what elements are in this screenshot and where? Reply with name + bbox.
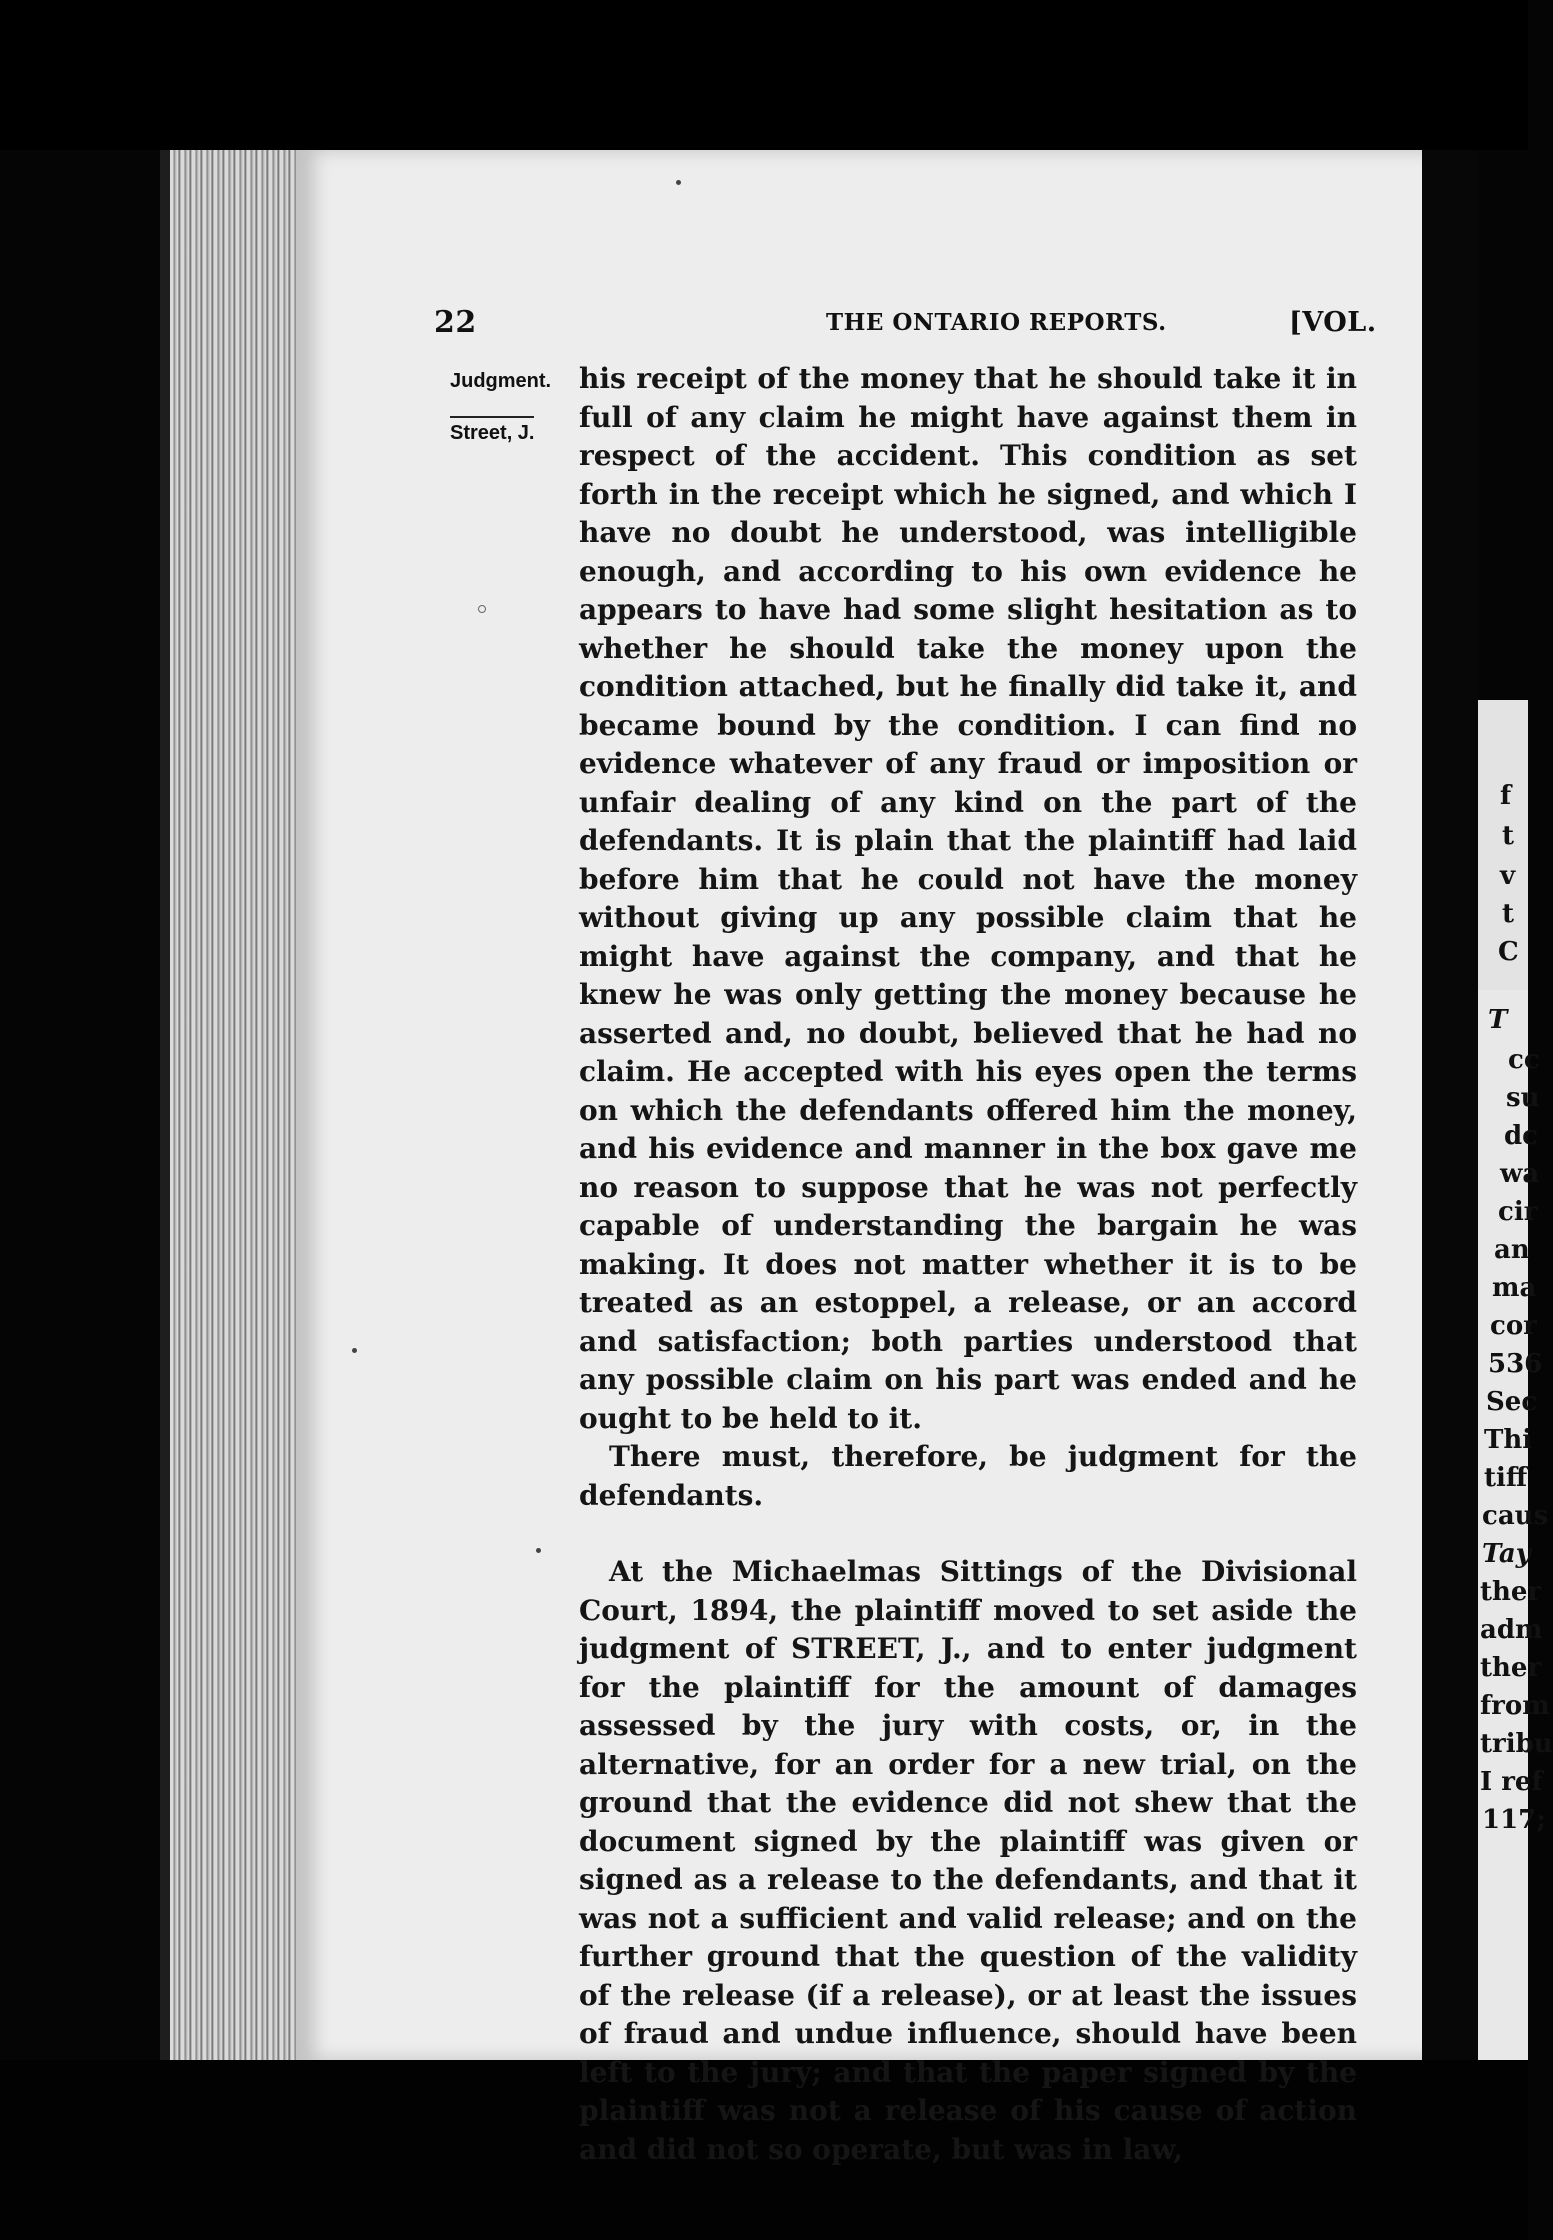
paragraph-conclusion: There must, therefore, be judgment for the defendants. [579,1440,1357,1512]
volume-label: [VOL. [1289,307,1377,338]
adjacent-page-upper-strip [1478,700,1528,990]
page-number: 22 [434,305,477,340]
scan-speck [536,1548,541,1553]
paragraph-continued: his receipt of the money that he should take it in full of any claim he might have against them in respect of the accident. This condition as set forth in the receipt which he signed, and which I have no doubt he understood, was intelligible enough, and according to his own evidence he appears to have had some slight hesitation as to whether he should take the money upon the condition attached, but he finally did take it, and became bound by the condition. I can find no evidence whatever of any fraud or imposition or unfair dealing of any kind on the part of the defendants. It is plain that the plaintiff had laid before him that he could not have the money without giving up any possible claim that he might have against the company, and that he knew he was only getting the money because he asserted and, no doubt, believed that he had no claim. He accepted with his eyes open the terms on which the defendants offered him the money, and his evidence and manner in the box gave me no reason to suppose that he was not perfectly capable of understanding the bargain he was making. It does not matter whether it is to be treated as an estoppel, a release, or an accord and satisfaction; both parties understood that any possible claim on his part was ended and he ought to be held to it. [579,362,1357,1435]
adjacent-fragment: ther [1480,1577,1542,1607]
adjacent-fragment: ma [1492,1273,1537,1303]
adjacent-fragment: v [1500,861,1516,891]
adjacent-fragment: dc [1504,1121,1539,1151]
adjacent-fragment: cir [1498,1197,1538,1227]
adjacent-fragment: Tay [1482,1539,1531,1569]
body-text [579,360,1357,2169]
book-gutter [1422,150,1478,2060]
adjacent-fragment: cc [1508,1045,1540,1075]
adjacent-fragment: Sec [1486,1387,1538,1417]
adjacent-fragment: cor [1490,1311,1537,1341]
adjacent-fragment: t [1502,821,1515,851]
adjacent-fragment: ther [1480,1653,1542,1683]
adjacent-fragment: su [1506,1083,1540,1113]
paragraph-michaelmas: At the Michaelmas Sittings of the Divisional Court, 1894, the plaintiff moved to set aside the judgment of STREET, J., and to enter judgment for the plaintiff for the amount of damages assessed by the jury with costs, or, in the alternative, for an order for a new trial, on the ground that the evidence did not shew that the document signed by the plaintiff was given or signed as a release to the defendants, and that it was not a sufficient and valid release; and on the further ground that the question of the validity of the release (if a release), or at least the issues of fraud and undue influence, should have been left to the jury; and that the paper signed by the plaintiff was not a release of his cause of action and did not so operate, but was in law, [579,1555,1357,2166]
adjacent-fragment: T [1488,1005,1508,1035]
scan-speck [676,180,681,185]
scan-speck [352,1348,357,1353]
adjacent-fragment: 117; [1482,1805,1546,1835]
adjacent-fragment: 536 [1488,1349,1543,1379]
adjacent-page-lower-strip [1478,990,1553,2060]
scan-top-border [0,0,1528,150]
adjacent-fragment: from [1480,1691,1550,1721]
scan-speck [478,605,486,613]
adjacent-fragment: caus [1482,1501,1549,1531]
adjacent-fragment: an [1494,1235,1530,1265]
running-head [434,305,1377,345]
adjacent-fragment: adm [1480,1615,1543,1645]
running-title: THE ONTARIO REPORTS. [826,309,1167,336]
margin-note-judgment: Judgment. [450,370,552,392]
adjacent-fragment: C [1498,937,1519,967]
adjacent-fragment: wa [1500,1159,1540,1189]
adjacent-fragment: tiff [1484,1463,1528,1493]
adjacent-fragment: I ref [1480,1767,1543,1797]
margin-note-judge: Street, J. [450,416,534,445]
adjacent-fragment: tribu [1480,1729,1553,1759]
adjacent-fragment: f [1500,781,1512,811]
stacked-page-edges [170,150,300,2060]
adjacent-fragment: t [1502,899,1515,929]
adjacent-fragment: Thi [1484,1425,1533,1455]
